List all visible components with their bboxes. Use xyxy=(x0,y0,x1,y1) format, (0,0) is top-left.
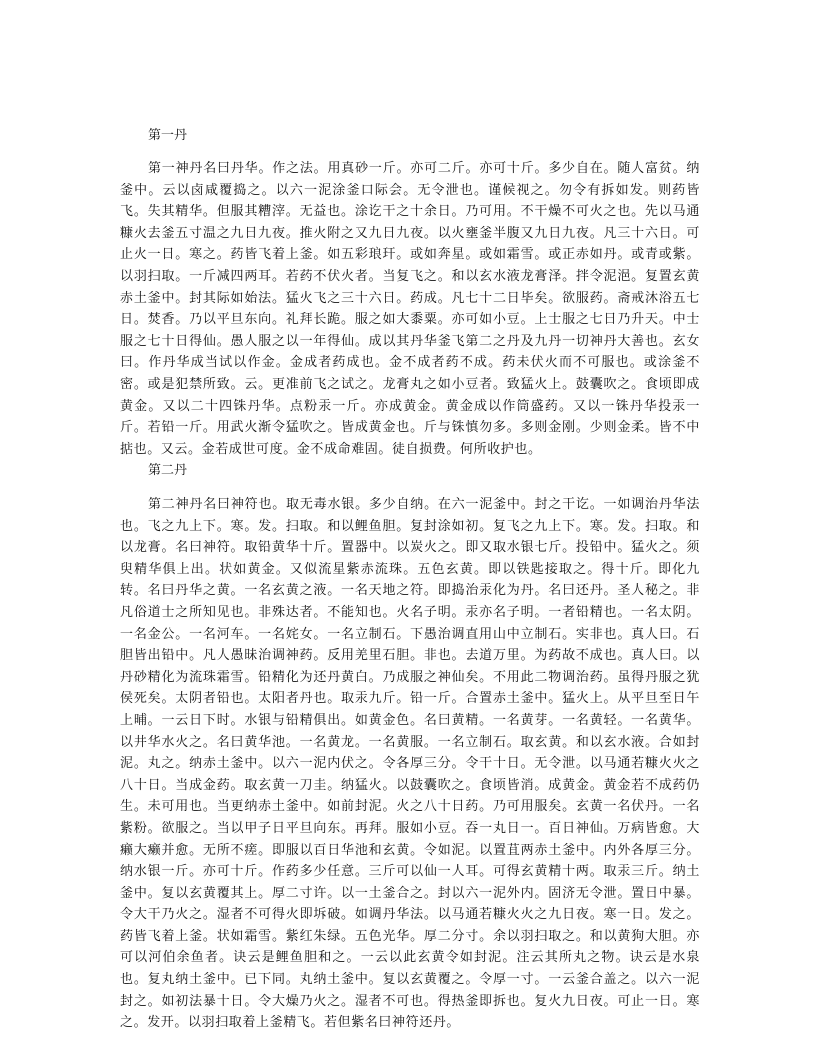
section-body-2: 第二神丹名曰神符也。取无毒水银。多少自纳。在六一泥釜中。封之干讫。一如调治丹华法也。飞之九上下。寒。发。扫取。和以鲤鱼胆。复封涂如初。复飞之九上下。寒。发。扫取。和以龙膏。名曰神符。取铅黄华十斤。置器中。以炭火之。即又取水银七斤。投铅中。猛火之。须臾精华俱上出。状如黄金。又似流星紫赤流珠。五色玄黄。即以铁匙接取之。得十斤。即化九转。名曰丹华之黄。一名玄黄之液。一名天地之符。即捣治汞化为丹。名曰还丹。圣人秘之。非凡俗道士之所知见也。非殊达者。不能知也。火名子明。汞亦名子明。一者铅精也。一名太阴。一名金公。一名河车。一名姹女。一名立制石。下愚治调直用山中立制石。实非也。真人曰。石胆皆出铅中。凡人愚昧治调神药。反用羌里石胆。非也。去道万里。为药故不成也。真人曰。以丹砂精化为流珠霜雪。铅精化为还丹黄白。乃成服之神仙矣。不用此二物调治药。虽得丹服之犹侯死矣。太阴者铅也。太阳者丹也。取汞九斤。铅一斤。合置赤土釜中。猛火上。从平旦至日午上晡。一云日下时。水银与铅精俱出。如黄金色。名曰黄精。一名黄芽。一名黄轻。一名黄华。以井华水火之。名曰黄华池。一名黄龙。一名黄服。一名立制石。取玄黄。和以玄水液。合如封泥。丸之。纳赤土釜中。以六一泥内伏之。令各厚三分。令干十日。无令泄。以马通若糠火火之八十日。当成金药。取玄黄一刀圭。纳猛火。以鼓囊吹之。食顷皆消。成黄金。黄金若不成药仍生。未可用也。当更纳赤土釜中。如前封泥。火之八十日药。乃可用服矣。玄黄一名伏丹。一名紫粉。欲服之。当以甲子日平旦向东。再拜。服如小豆。吞一丸日一。百日神仙。万病皆愈。大癞大癞并愈。无所不瘥。即服以百日华池和玄黄。令如泥。以置苴两赤土釜中。内外各厚三分。纳水银一斤。亦可十斤。作药多少任意。三斤可以仙一人耳。可得玄黄精十两。取汞三斤。纳土釜中。复以玄黄覆其上。厚二寸许。以一土釜合之。封以六一泥外内。固济无令泄。置日中暴。令大干乃火之。湿者不可得火即坼破。如调丹华法。以马通若糠火火之九日夜。寒一日。发之。药皆飞着上釜。状如霜雪。紫红朱绿。五色光华。厚二分寸。余以羽扫取之。和以黄狗大胆。亦可以河伯余鱼者。诀云是鲤鱼胆和之。一云以此玄黄令如封泥。注云其所丸之物。诀云是水泉也。复丸纳土釜中。已下同。丸纳土釜中。复以玄黄覆之。令厚一寸。一云釜合盖之。以六一泥封之。如初法暴十日。令大燥乃火之。湿者不可也。得热釜即拆也。复火九日夜。可止一日。寒之。发开。以羽扫取着上釜精飞。若但紫名曰神符还丹。 xyxy=(120,497,700,1031)
section-heading-2: 第二丹 xyxy=(148,463,188,478)
section-body-1: 第一神丹名曰丹华。作之法。用真砂一斤。亦可二斤。亦可十斤。多少自在。随人富贫。纳釜中。云以卤咸覆捣之。以六一泥涂釜口际会。无令泄也。谨候视之。勿令有拆如发。则药皆飞。失其精华。但服其糟滓。无益也。涂讫干之十余日。乃可用。不干燥不可火之也。先以马通糠火去釜五寸温之九日九夜。推火附之又九日九夜。以火壅釜半腹又九日九夜。凡三十六日。可止火一日。寒之。药皆飞着上釜。如五彩琅玕。或如奔星。或如霜雪。或正赤如丹。或青或紫。以羽扫取。一斤减四两耳。若药不伏火者。当复飞之。和以玄水液龙膏泽。拌令泥浥。复置玄黄赤土釜中。封其际如始法。猛火飞之三十六日。药成。凡七十二日毕矣。欲服药。斋戒沐浴五七日。焚香。乃以平旦东向。礼拜长跪。服之如大黍粟。亦可如小豆。上士服之七日乃升天。中士服之七十日得仙。愚人服之以一年得仙。成以其丹华釜飞第二之丹及九丹一切神丹大善也。玄女曰。作丹华成当试以作金。金成者药成也。金不成者药不成。药未伏火而不可服也。或涂釜不密。或是犯禁所致。云。更准前飞之试之。龙膏丸之如小豆者。致猛火上。鼓囊吹之。食顷即成黄金。又以二十四铢丹华。点粉汞一斤。亦成黄金。黄金成以作筒盛药。又以一铢丹华投汞一斤。若铅一斤。用武火渐令猛吹之。皆成黄金也。斤与铢慎勿多。多则金刚。少则金柔。皆不中掂也。又云。金若成世可度。金不成命难固。徒自损费。何所收护也。 xyxy=(120,161,700,457)
section-heading-1: 第一丹 xyxy=(148,128,188,143)
